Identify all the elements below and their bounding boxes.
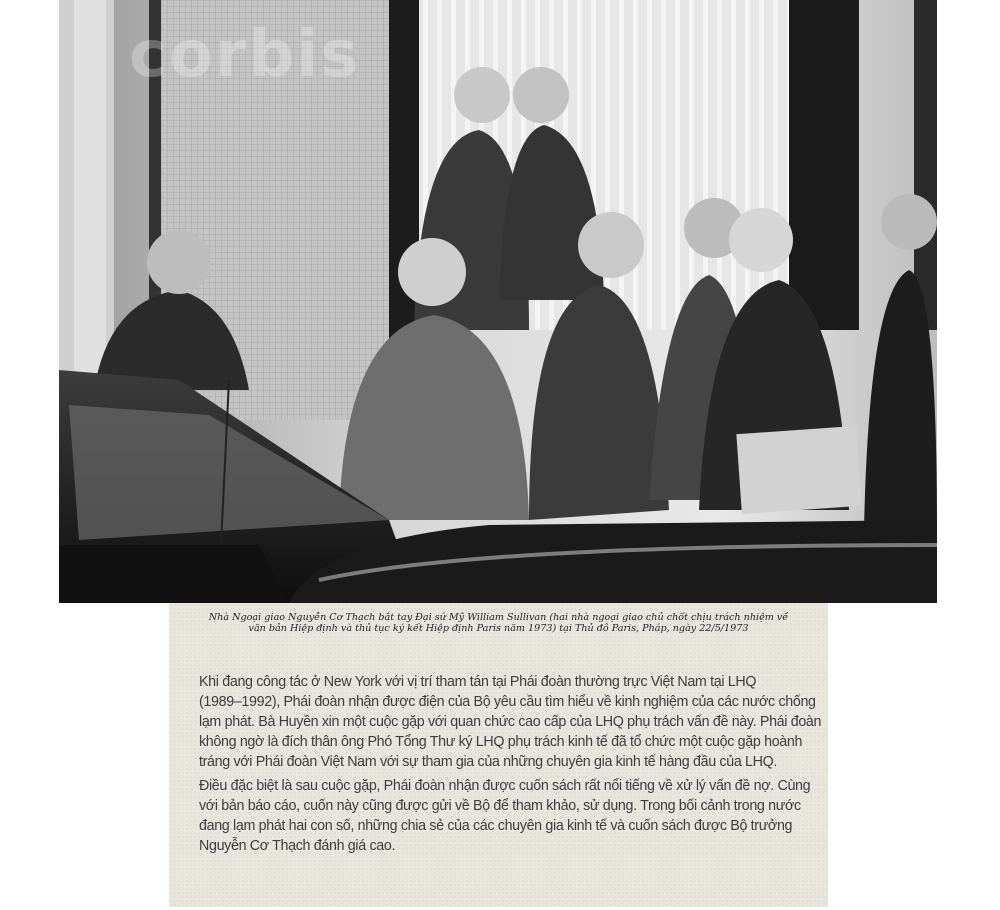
text-line: với bản báo cáo, cuốn này cũng được gửi về Bộ để tham khảo, sử dụng. Trong bối cảnh trong nước xyxy=(199,798,801,814)
caption-line: văn bản Hiệp định và thủ tục ký kết Hiệp định Paris năm 1973) tại Thủ đô Paris, Pháp, ngày 22/5/1973 xyxy=(248,623,749,634)
historical-photo xyxy=(59,0,937,603)
article-paragraph xyxy=(199,672,822,772)
article-body xyxy=(199,672,822,860)
text-line: không ngờ là đích thân ông Phó Tổng Thư ký LHQ phụ trách kinh tế đã tổ chức một cuộc gặp hoành xyxy=(199,734,803,750)
photo-caption xyxy=(169,612,828,634)
text-line: đang lạm phát hai con số, những chia sẻ của các chuyên gia kinh tế và cuốn sách được Bộ trưởng xyxy=(199,818,793,834)
text-line: Khi đang công tác ở New York với vị trí tham tán tại Phái đoàn thường trực Việt Nam tại LHQ xyxy=(199,674,757,690)
text-line: lạm phát. Bà Huyền xin một cuộc gặp với quan chức cao cấp của LHQ phụ trách vấn đề này. Phái đoàn xyxy=(199,714,822,730)
text-line: (1989–1992), Phái đoàn nhận được điện của Bộ yêu cầu tìm hiểu về kinh nghiệm của các nước chống xyxy=(199,694,816,710)
article-paragraph xyxy=(199,776,811,856)
text-line: Nguyễn Cơ Thạch đánh giá cao. xyxy=(199,838,396,854)
text-line: tráng với Phái đoàn Việt Nam với sự tham gia của những chuyên gia kinh tế hàng đầu của LHQ. xyxy=(199,754,778,770)
text-line: Điều đặc biệt là sau cuộc gặp, Phái đoàn nhận được cuốn sách rất nổi tiếng về xử lý vấn đề nợ. Cùng xyxy=(199,778,811,794)
caption-line: Nhà Ngoại giao Nguyễn Cơ Thạch bắt tay Đại sứ Mỹ William Sullivan (hai nhà ngoại giao chủ chốt chịu trách nhiệm về xyxy=(208,612,789,623)
watermark-text: corbis xyxy=(129,18,361,92)
article-panel xyxy=(169,603,828,907)
